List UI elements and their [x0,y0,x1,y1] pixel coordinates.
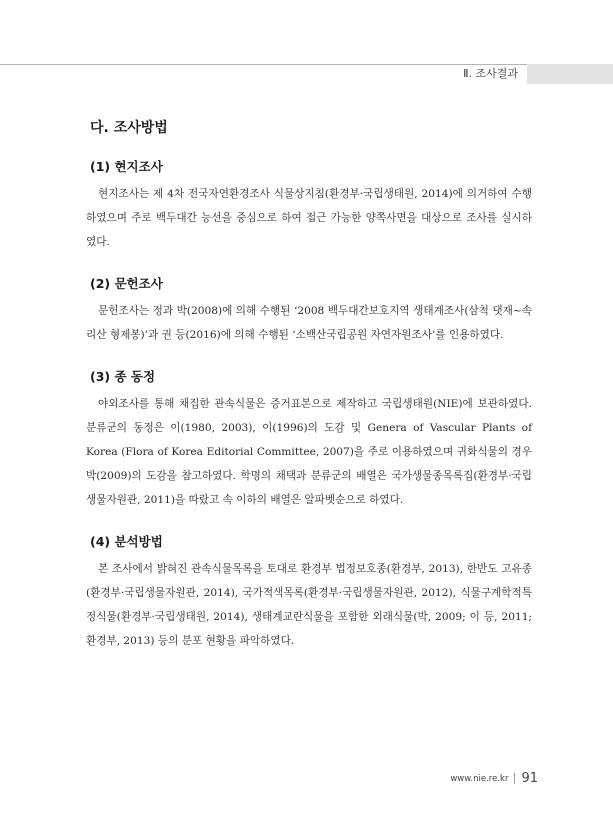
footer-url: www.nie.re.kr [450,773,509,784]
section-paragraph: 야외조사를 통해 채집한 관속식물은 증거표본으로 제작하고 국립생태원(NIE)에 보관하였다. 분류군의 동정은 이(1980, 2003), 이(1996)의 도감 및 Genera of Vascular Plants of Korea (Flora of Korea Editorial Committee, 2007)을 주로 이용하였으며 귀화식물의 경우 박(2009)의 도감을 참고하였다. 학명의 채택과 분류군의 배열은 국가생물종목록집(환경부·국립생물자원관, 2011)을 따랐고 속 이하의 배열은 알파벳순으로 하였다. [86,398,532,506]
section-title: (3) 종 동정 [90,369,156,384]
section-analysis-method [84,532,532,653]
section-literature-survey [84,274,532,347]
footer-divider [514,773,515,784]
section-paragraph: 문헌조사는 정과 박(2008)에 의해 수행된 ‘2008 백두대간보호지역 생태계조사(삼척 댓재~속리산 형제봉)’과 권 등(2016)에 의해 수행된 ‘소백산국립공원 자연자원조사’를 인용하였다. [86,305,532,341]
header-tab-block [527,64,613,84]
running-header-chapter: Ⅱ. 조사결과 [463,67,518,80]
page-title: 다. 조사방법 [90,120,168,136]
section-paragraph: 현지조사는 제 4차 전국자연환경조사 식물상지침(환경부·국립생태원, 2014)에 의거하여 수행하였으며 주로 백두대간 능선을 중심으로 하여 접근 가능한 양쪽사면을 대상으로 조사를 실시하였다. [86,188,532,248]
header-rule [0,64,613,65]
section-paragraph: 본 조사에서 밝혀진 관속식물목록을 토대로 환경부 법정보호종(환경부, 2013), 한반도 고유종(환경부·국립생물자원관, 2014), 국가적색목록(환경부·국립생물자원관, 2012), 식물구계학적특정식물(환경부·국립생태원, 2014), 생태계교란식물을 포함한 외래식물(박, 2009; 이 등, 2011; 환경부, 2013) 등의 분포 현황을 파악하였다. [86,563,532,647]
page-footer [450,771,538,786]
section-field-survey [84,157,532,254]
section-identification [84,367,532,512]
page-content [84,108,532,653]
section-title: (4) 분석방법 [90,534,163,549]
page-number: 91 [521,771,538,786]
section-title: (1) 현지조사 [90,159,163,174]
section-title: (2) 문헌조사 [90,276,163,291]
